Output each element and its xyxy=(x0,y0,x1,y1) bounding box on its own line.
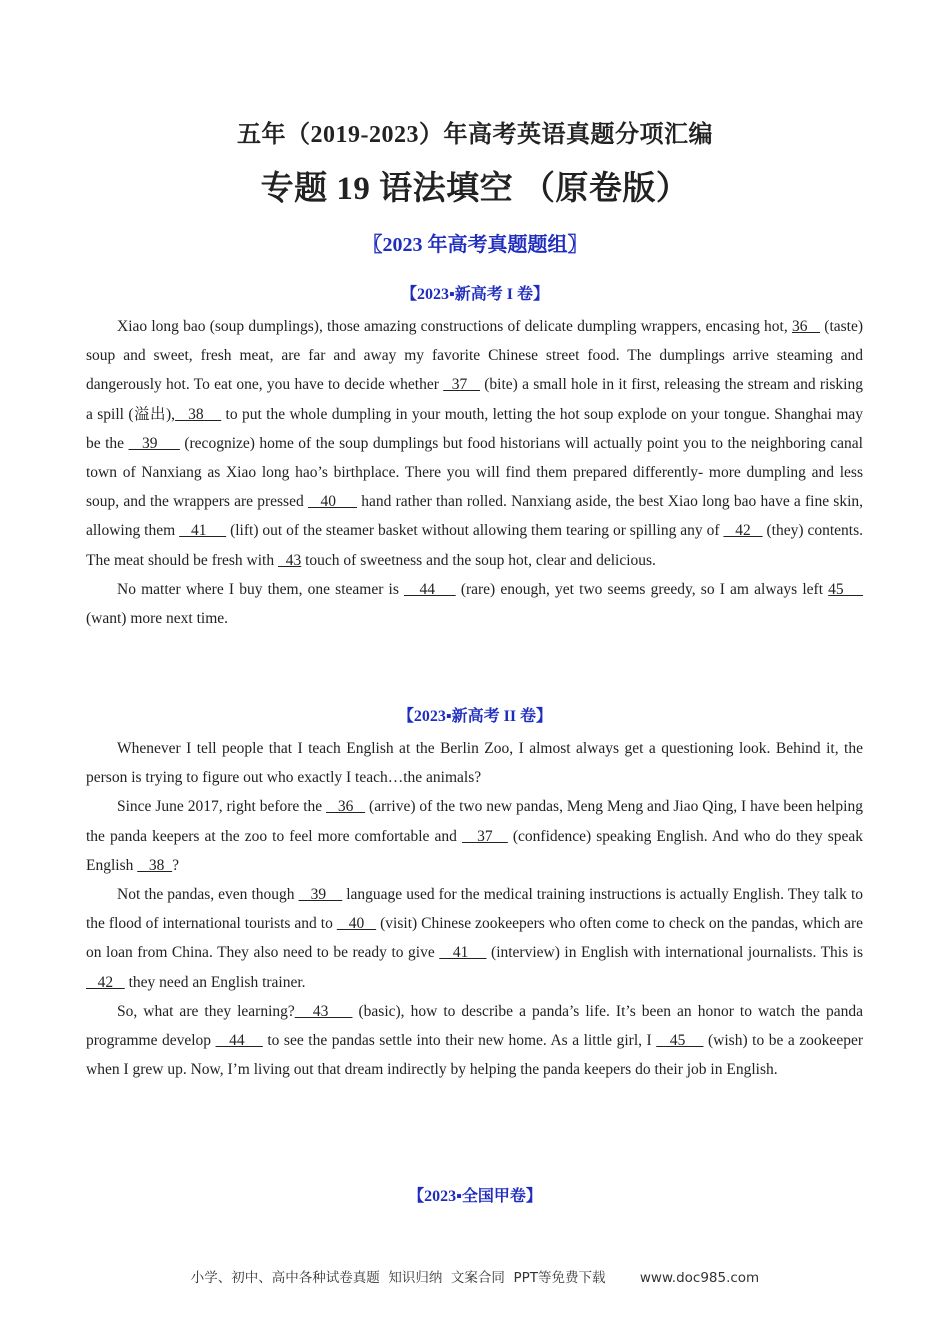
answer-blank: 44 xyxy=(215,1032,263,1050)
passage-text: (recognize) home of the soup dumplings but food historians will actually point you to the neighboring canal town of Nanxiang as Xiao long hao’s birthplace. There you will find them prepared differently- more dumpling and less soup, and the wrappers are pressed xyxy=(86,434,863,511)
paragraph xyxy=(86,880,863,997)
passage-text: touch of sweetness and the soup hot, clear and delicious. xyxy=(301,551,656,569)
passage-new-gaokao-1 xyxy=(86,312,863,633)
paragraph xyxy=(86,997,863,1085)
answer-blank: 36 xyxy=(326,798,366,816)
passage-text: to see the pandas settle into their new home. As a little girl, I xyxy=(262,1032,657,1050)
passage-text: (wish) to be a zookeeper when I grew up. Now, I’m living out that dream indirectly by helping the panda keepers do their job in English. xyxy=(86,1032,863,1079)
passage-text: Xiao long bao (soup dumplings), those amazing constructions of delicate dumpling wrappers, encasing hot, xyxy=(117,318,792,335)
page-footer xyxy=(0,1266,950,1286)
footer-tagline: 小学、初中、高中各种试卷真题 知识归纳 文案合同 PPT等免费下载 xyxy=(190,1270,606,1286)
passage-text: (basic), how to describe a panda’s life. It’s been an honor to watch the panda programme develop xyxy=(86,1002,863,1050)
answer-blank: 38 xyxy=(175,405,222,423)
footer-website: www.doc985.com xyxy=(639,1270,760,1286)
paragraph xyxy=(86,792,863,880)
answer-blank: 42 xyxy=(723,522,763,540)
answer-blank: 37 xyxy=(461,827,508,845)
passage-text: (want) more next time. xyxy=(86,610,229,628)
passage-text: (taste) soup and sweet, fresh meat, are far and away my favorite Chinese street food. The dumplings arrive steaming and dangerously hot. To eat one, you have to decide whether xyxy=(86,318,864,394)
passage-text: (rare) enough, yet two seems greedy, so I am always left xyxy=(455,580,829,598)
passage-text: (visit) Chinese zookeepers who often come to check on the pandas, which are on loan from China. They also need to be ready to give xyxy=(86,915,863,962)
passage-text: (confidence) speaking English. And who do they speak English xyxy=(86,827,864,874)
answer-blank: 43 xyxy=(277,551,302,569)
passage-text: (they) contents. The meat should be fresh with xyxy=(86,522,863,569)
passage-text: to put the whole dumpling in your mouth, letting the hot soup explode on your tongue. Shanghai may be the xyxy=(86,405,863,452)
answer-blank: 37 xyxy=(443,376,480,394)
passage-text: they need an English trainer. xyxy=(124,973,306,991)
answer-blank: 43 xyxy=(294,1002,353,1020)
answer-blank: 41 xyxy=(439,944,487,962)
question-group-title: 〖2023 年高考真题题组〗 xyxy=(362,234,588,256)
passage-text: hand rather than rolled. Nanxiang aside, the best Xiao long bao have a fine skin, allowing them xyxy=(86,493,864,540)
paragraph xyxy=(86,312,863,575)
answer-blank: 40 xyxy=(307,493,358,511)
passage-text: Not the pandas, even though xyxy=(117,886,299,904)
answer-blank: 39 xyxy=(128,434,180,452)
passage-text: (arrive) of the two new pandas, Meng Meng and Jiao Qing, I have been helping the panda keepers at the zoo to feel more comfortable and xyxy=(86,798,863,845)
answer-blank: 45 xyxy=(656,1032,704,1050)
passage-text: language used for the medical training instructions is actually English. They talk to the flood of international tourists and to xyxy=(86,886,864,933)
paragraph xyxy=(86,575,863,633)
answer-blank: 38 xyxy=(137,856,173,874)
passage-new-gaokao-2 xyxy=(86,734,863,1084)
passage-text: (lift) out of the steamer basket without allowing them tearing or spilling any of xyxy=(226,522,724,540)
section-heading-national-a: 【2023▪全国甲卷】 xyxy=(408,1188,542,1205)
document-supertitle: 五年（2019-2023）年高考英语真题分项汇编 xyxy=(237,122,713,148)
passage-text: (bite) a small hole in it first, releasing the stream and risking a spill (溢出), xyxy=(86,376,863,423)
passage-text: (interview) in English with international journalists. This is xyxy=(486,944,863,962)
page-title: 专题 19 语法填空 （原卷版） xyxy=(260,171,690,207)
answer-blank: 36 xyxy=(791,318,821,335)
passage-text: ? xyxy=(172,856,180,874)
answer-blank: 42 xyxy=(86,973,125,991)
passage-text: Since June 2017, right before the xyxy=(117,798,327,816)
answer-blank: 44 xyxy=(404,580,456,598)
passage-text: No matter where I buy them, one steamer is xyxy=(117,580,405,598)
answer-blank: 45 xyxy=(828,580,864,598)
paragraph xyxy=(86,734,863,792)
answer-blank: 40 xyxy=(336,915,377,933)
answer-blank: 39 xyxy=(298,886,343,904)
passage-text: So, what are they learning? xyxy=(117,1002,295,1020)
section-heading-new-gaokao-2: 【2023▪新高考 II 卷】 xyxy=(397,708,553,725)
section-heading-new-gaokao-1: 【2023▪新高考 I 卷】 xyxy=(401,286,549,303)
answer-blank: 41 xyxy=(179,522,227,540)
passage-text: Whenever I tell people that I teach English at the Berlin Zoo, I almost always get a questioning look. Behind it, the person is trying to figure out who exactly I teach…the animals? xyxy=(86,740,863,787)
